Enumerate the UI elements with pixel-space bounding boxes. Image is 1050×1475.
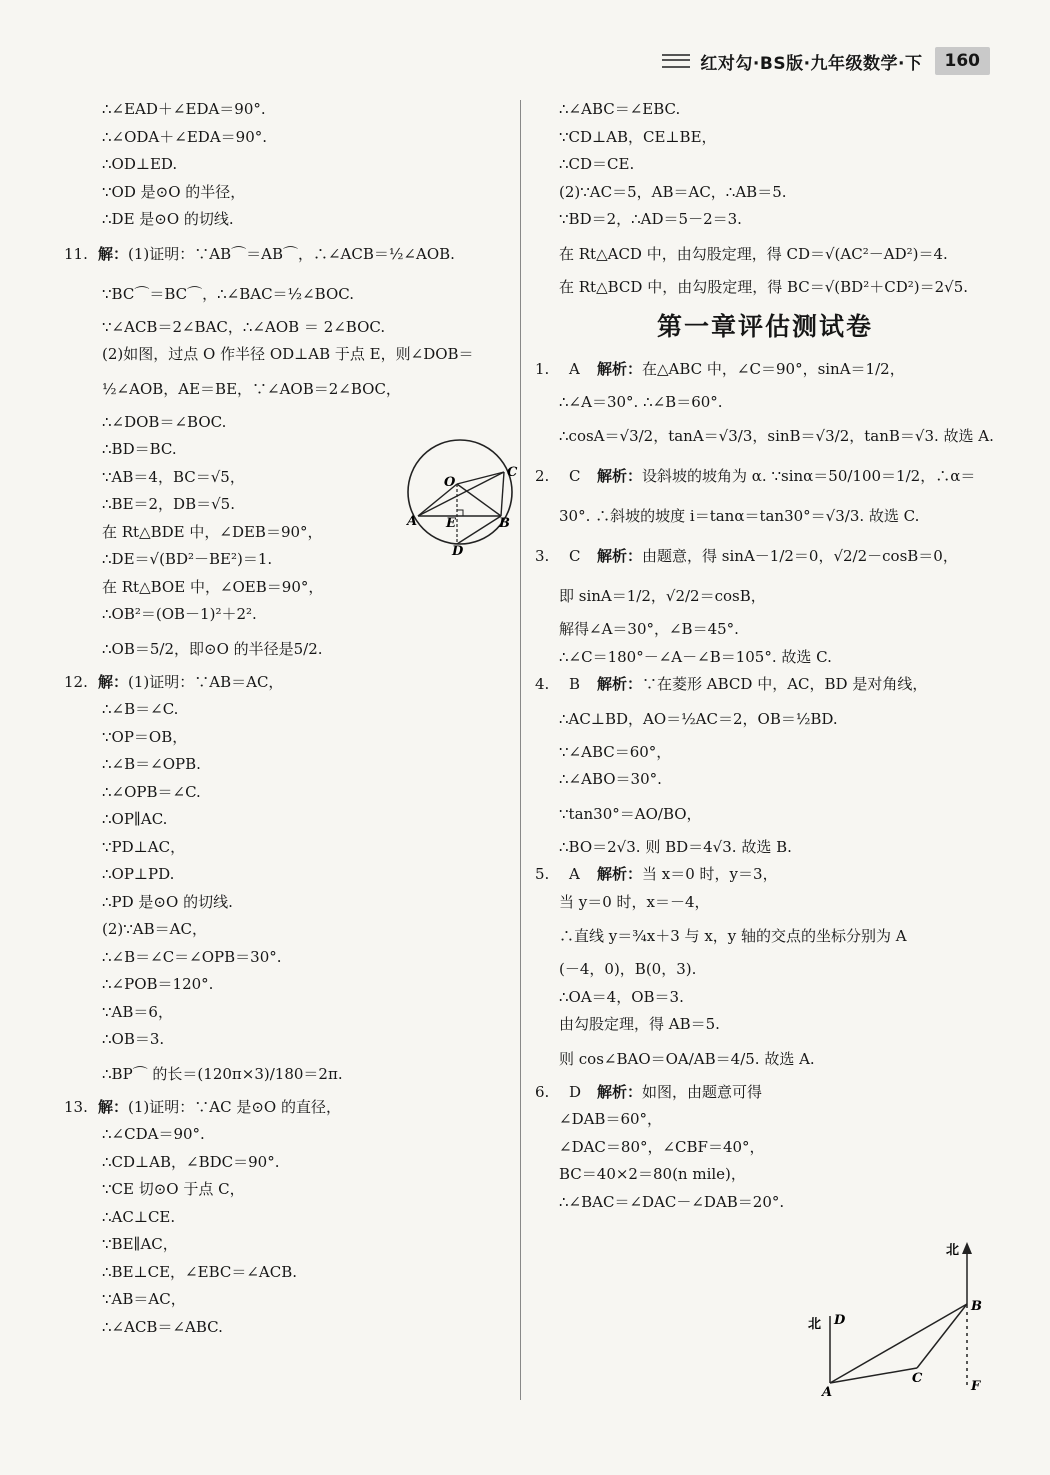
text-line: BC＝40×2＝80(n mile)，	[559, 1165, 746, 1183]
text-line: 如图，由题意可得	[642, 1082, 763, 1101]
label-d: D	[834, 1313, 846, 1328]
question-3-line	[535, 536, 995, 576]
navigation-figure	[800, 1238, 1000, 1398]
text-line: ∵BD＝2，∴AD＝5－2＝3.	[559, 210, 742, 228]
text-line: 设斜坡的坡角为 α. ∵sinα＝50/100＝1/2，∴α＝	[642, 467, 976, 485]
question-5-line	[535, 861, 995, 889]
section-title: 第一章评估测试卷	[656, 312, 873, 341]
text-line: ∴cosA＝√3/2，tanA＝√3/3，sinB＝√3/2，tanB＝√3. 故选 A.	[559, 427, 994, 445]
text-line: ∴BE⊥CE，∠EBC＝∠ACB.	[102, 1262, 298, 1281]
text-line: (2)如图，过点 O 作半径 OD⊥AB 于点 E，则∠DOB＝	[102, 345, 474, 363]
text-line: 在 Rt△BOE 中，∠OEB＝90°，	[102, 577, 324, 596]
text-line: ∴PD 是⊙O 的切线.	[102, 892, 233, 911]
text-line: (2)∵AC＝5，AB＝AC，∴AB＝5.	[559, 182, 787, 201]
text-line: ∴OP∥AC.	[102, 810, 168, 828]
answer-choice: A	[569, 865, 580, 883]
text-line: ∵tan30°＝AO/BO，	[559, 804, 702, 823]
question-number: 1.	[535, 359, 550, 378]
text-line: ∴AC⊥BD，AO＝½AC＝2，OB＝½BD.	[559, 709, 838, 728]
label-c: C	[507, 465, 518, 480]
text-line: ∴∠A＝30°. ∴∠B＝60°.	[559, 392, 723, 411]
text-line: 在 Rt△ACD 中，由勾股定理，得 CD＝√(AC²－AD²)＝4.	[559, 244, 948, 263]
label-a: A	[822, 1385, 833, 1398]
text-line: ∴OA＝4，OB＝3.	[559, 987, 684, 1006]
text-line: ∴∠CDA＝90°.	[102, 1125, 205, 1143]
solution-keyword: 解：	[98, 1097, 129, 1116]
text-line: (－4，0)，B(0，3).	[559, 960, 697, 978]
text-line: ∴∠ODA＋∠EDA＝90°.	[102, 127, 268, 146]
answer-choice: A	[569, 359, 580, 378]
text-line: ∵BE∥AC，	[102, 1235, 178, 1253]
label-b: B	[971, 1299, 982, 1314]
problem-12-line	[64, 669, 512, 697]
text-line: 当 x＝0 时，y＝3，	[642, 865, 778, 883]
text-line: 当 y＝0 时，x＝－4，	[559, 892, 710, 911]
text-line: 即 sinA＝1/2，√2/2＝cosB，	[559, 587, 766, 605]
text-line: ∴AC⊥CE.	[102, 1207, 176, 1226]
question-6-line	[535, 1079, 995, 1107]
solution-keyword: 解：	[98, 672, 129, 691]
text-line: ∴直线 y＝¾x＋3 与 x，y 轴的交点的坐标分别为 A	[559, 927, 907, 945]
text-line: ∴OD⊥ED.	[102, 155, 178, 173]
text-line: ∴∠B＝∠C.	[102, 700, 179, 718]
text-line: ∴BE＝2，DB＝√5.	[102, 495, 235, 513]
segment-cb	[917, 1304, 967, 1368]
text-line: ∴∠B＝∠OPB.	[102, 755, 201, 773]
text-line: ∴CD⊥AB，∠BDC＝90°.	[102, 1152, 280, 1171]
page-header	[662, 44, 990, 78]
text-line: ∵∠ACB＝2∠BAC，∴∠AOB ＝ 2∠BOC.	[102, 317, 386, 336]
label-o: O	[444, 475, 456, 490]
question-number: 5.	[535, 865, 550, 883]
text-line: ∠DAB＝60°，	[559, 1110, 663, 1128]
text-line: ∴OP⊥PD.	[102, 865, 175, 883]
question-4-line	[535, 671, 995, 699]
question-number: 4.	[535, 675, 550, 693]
text-line: 在 Rt△BDE 中，∠DEB＝90°，	[102, 522, 323, 541]
label-b: B	[499, 516, 510, 531]
text-line: ∴∠ABC＝∠EBC.	[559, 100, 681, 118]
label-d: D	[452, 544, 464, 557]
segment-oc	[457, 472, 504, 484]
text-line: ∴BP⌒ 的长＝(120π×3)/180＝2π.	[102, 1064, 343, 1083]
north-arrow-b	[962, 1242, 972, 1254]
column-divider	[520, 100, 521, 1400]
text-line: ∴OB＝3.	[102, 1030, 165, 1048]
text-line: ∴∠ACB＝∠ABC.	[102, 1317, 223, 1336]
text-line: ∴∠POB＝120°.	[102, 975, 214, 993]
question-number: 6.	[535, 1082, 550, 1101]
text-line: ∴DE＝√(BD²－BE²)＝1.	[102, 550, 273, 568]
problem-number: 11.	[64, 244, 88, 263]
text-line: ∴∠C＝180°－∠A－∠B＝105°. 故选 C.	[559, 647, 832, 666]
analysis-keyword: 解析：	[597, 865, 643, 883]
text-line: ∴OB＝5/2，即⊙O 的半径是5/2.	[102, 639, 323, 658]
right-angle-mark	[457, 510, 463, 516]
text-line: ∵AB＝4，BC＝√5，	[102, 467, 245, 486]
text-line: (1)证明：∵AB＝AC，	[128, 672, 284, 691]
right-column	[535, 96, 995, 1216]
text-line: 由勾股定理，得 AB＝5.	[559, 1015, 720, 1033]
question-2-line	[535, 456, 995, 496]
analysis-keyword: 解析：	[597, 359, 643, 378]
label-f: F	[971, 1379, 981, 1394]
analysis-keyword: 解析：	[597, 675, 643, 693]
header-title: 红对勾·BS版·九年级数学·下	[700, 53, 923, 74]
text-line: ∴DE 是⊙O 的切线.	[102, 210, 234, 228]
circle-o	[408, 440, 512, 544]
text-line: ∴OB²＝(OB－1)²＋2².	[102, 605, 257, 623]
text-line: ∵AB＝AC，	[102, 1290, 186, 1308]
segment-cb	[501, 472, 504, 516]
question-number: 3.	[535, 547, 550, 565]
answer-choice: B	[569, 675, 581, 693]
label-a: A	[407, 514, 418, 529]
problem-13-line	[64, 1094, 512, 1122]
text-line: ½∠AOB，AE＝BE，∵∠AOB＝2∠BOC，	[102, 379, 401, 398]
text-line: (1)证明：∵AC 是⊙O 的直径，	[128, 1097, 341, 1116]
text-line: ∴∠EAD＋∠EDA＝90°.	[102, 100, 266, 118]
analysis-keyword: 解析：	[597, 1082, 643, 1101]
text-line: ∵AB＝6，	[102, 1002, 173, 1021]
text-line: ∵BC⌒＝BC⌒，∴∠BAC＝½∠BOC.	[102, 284, 354, 303]
text-line: ∵在菱形 ABCD 中，AC，BD 是对角线，	[642, 675, 928, 693]
analysis-keyword: 解析：	[597, 467, 643, 485]
text-line: ∵CD⊥AB，CE⊥BE，	[559, 127, 717, 146]
text-line: ∠DAC＝80°，∠CBF＝40°，	[559, 1137, 765, 1156]
text-line: 解得∠A＝30°，∠B＝45°.	[559, 620, 739, 638]
text-line: ∵PD⊥AC，	[102, 837, 186, 856]
solution-keyword: 解：	[98, 244, 129, 263]
answer-choice: C	[569, 467, 581, 485]
text-line: 30°. ∴斜坡的坡度 i＝tanα＝tan30°＝√3/3. 故选 C.	[559, 507, 920, 525]
label-e: E	[446, 516, 456, 531]
text-line: ∴∠DOB＝∠BOC.	[102, 412, 227, 431]
text-line: 则 cos∠BAO＝OA/AB＝4/5. 故选 A.	[559, 1049, 815, 1068]
label-c: C	[912, 1371, 923, 1386]
text-line: ∴∠B＝∠C＝∠OPB＝30°.	[102, 947, 282, 966]
header-lines-icon	[662, 54, 690, 68]
circle-figure	[400, 432, 525, 557]
answer-choice: D	[569, 1082, 582, 1101]
text-line: ∴BO＝2√3. 则 BD＝4√3. 故选 B.	[559, 837, 792, 856]
text-line: ∴BD＝BC.	[102, 440, 177, 458]
text-line: ∵CE 切⊙O 于点 C，	[102, 1180, 245, 1198]
text-line: ∵OP＝OB，	[102, 727, 188, 746]
problem-11-line	[64, 234, 512, 274]
text-line: 在 Rt△BCD 中，由勾股定理，得 BC＝√(BD²＋CD²)＝2√5.	[559, 277, 969, 296]
label-north-left: 北	[808, 1317, 822, 1332]
text-line: ∴CD＝CE.	[559, 155, 635, 173]
text-line: (2)∵AB＝AC，	[102, 920, 207, 938]
text-line: (1)证明：∵AB⌒＝AB⌒，∴∠ACB＝½∠AOB.	[128, 244, 455, 263]
answer-choice: C	[569, 547, 581, 565]
text-line: ∴∠BAC＝∠DAC－∠DAB＝20°.	[559, 1192, 785, 1211]
text-line: 在△ABC 中，∠C＝90°，sinA＝1/2，	[642, 359, 905, 378]
analysis-keyword: 解析：	[597, 547, 643, 565]
left-column	[64, 96, 512, 1341]
segment-ob	[457, 484, 501, 516]
text-line: ∴∠ABO＝30°.	[559, 770, 662, 788]
problem-number: 13.	[64, 1097, 88, 1116]
text-line: ∴∠OPB＝∠C.	[102, 782, 201, 801]
text-line: ∵∠ABC＝60°，	[559, 742, 672, 761]
text-line: 由题意，得 sinA－1/2＝0，√2/2－cosB＝0，	[642, 547, 958, 565]
text-line: ∵OD 是⊙O 的半径，	[102, 182, 246, 201]
question-1-line	[535, 349, 995, 389]
problem-number: 12.	[64, 672, 88, 691]
page-number: 160	[935, 47, 991, 75]
question-number: 2.	[535, 467, 550, 485]
label-north-top: 北	[946, 1243, 960, 1258]
